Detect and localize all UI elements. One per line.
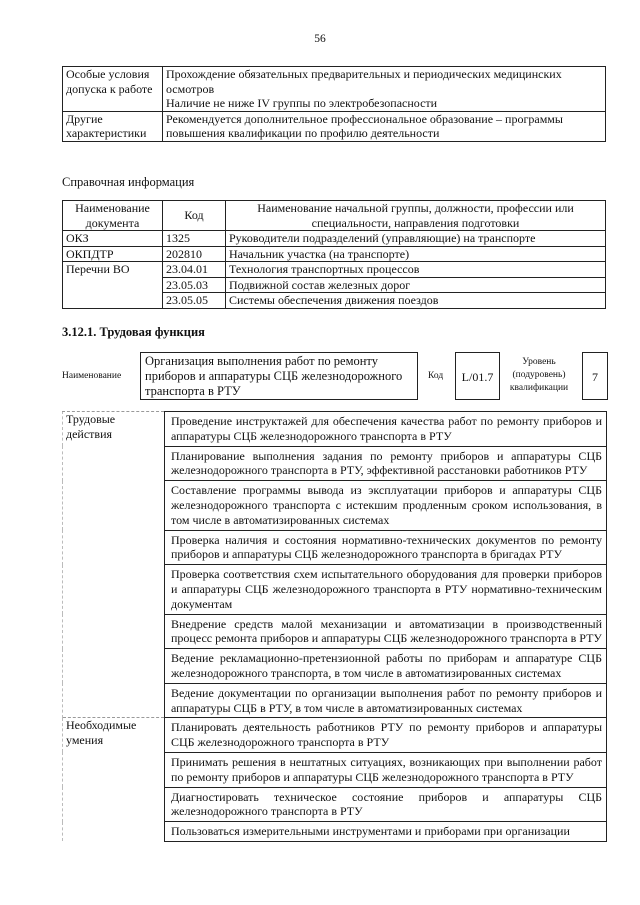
skill-text: Диагностировать техническое состояние приборов и аппаратуры СЦБ железнодорожного транспорта в РТУ [171, 789, 602, 819]
table-header-row [63, 201, 606, 231]
labor-action-text: Проведение инструктажей для обеспечения качества работ по ремонту приборов и аппаратуры СЦБ железнодорожного транспорта в РТУ [171, 414, 602, 443]
table-row [63, 293, 606, 309]
table-cell: Начальник участка (на транспорте) [226, 246, 606, 262]
labor-action-item [165, 683, 607, 718]
function-level-label: Уровень (подуровень) квалификации [509, 357, 569, 393]
labor-action-text: Составление программы вывода из эксплуатации приборов и аппаратуры СЦБ железнодорожного транспорта с истекшим продленным сроком использования, в том числе в автоматизированных системах [171, 483, 602, 527]
table-row [63, 277, 606, 293]
row-value-line: Рекомендуется дополнительное профессиональное образование – программы повышения квалификации по профилю деятельности [166, 111, 563, 140]
row-value [163, 67, 606, 112]
row-value-line: Наличие не ниже IV группы по электробезопасности [166, 96, 438, 110]
labor-actions-label: Трудовые действия [63, 412, 165, 718]
skill-text: Принимать решения в нештатных ситуациях, возникающих при выполнении работ по ремонту приборов и аппаратуры СЦБ железнодорожного транспорта в РТУ [171, 754, 602, 784]
table-cell: ОКЗ [63, 231, 163, 247]
labor-action-item [165, 530, 607, 565]
reference-table [62, 200, 606, 309]
table-row [63, 262, 606, 278]
table-cell: 202810 [163, 246, 226, 262]
column-header: Наименование документа [63, 201, 163, 231]
labor-action-item [165, 649, 607, 684]
table-cell: Перечни ВО [63, 262, 163, 278]
function-code-label: Код [428, 371, 444, 381]
table-row [63, 246, 606, 262]
skills-label: Необходимые умения [63, 718, 165, 842]
skill-item [165, 718, 607, 753]
function-name: Организация выполнения работ по ремонту приборов и аппаратуры СЦБ железнодорожного транспорта в РТУ [140, 352, 418, 400]
labor-action-text: Ведение документации по организации выполнения работ по ремонту приборов и аппаратуры СЦБ в РТУ, в том числе в автоматизированных системах [171, 685, 602, 715]
skill-item [165, 752, 607, 787]
table-row [63, 412, 607, 447]
column-header: Код [163, 201, 226, 231]
skill-text: Планировать деятельность работников РТУ по ремонту приборов и аппаратуры СЦБ железнодорожного транспорта в РТУ [171, 720, 602, 750]
function-level: 7 [582, 352, 608, 400]
requirements-table [62, 66, 606, 142]
table-cell [63, 277, 163, 293]
labor-action-text: Внедрение средств малой механизации и автоматизации в производственный процесс ремонта приборов и аппаратуры СЦБ железнодорожного транспорта в РТУ [171, 616, 602, 646]
table-cell: 23.04.01 [163, 262, 226, 278]
table-cell: Технология транспортных процессов [226, 262, 606, 278]
labor-action-text: Проверка соответствия схем испытательного оборудования для проверки приборов и аппаратуры СЦБ железнодорожного транспорта в РТУ нормативно-техническим документам [171, 567, 602, 611]
function-table [62, 411, 607, 842]
labor-action-text: Проверка наличия и состояния нормативно-технических документов по ремонту приборов и аппаратуры СЦБ железнодорожного транспорта в бригадах РТУ [171, 532, 602, 562]
function-name-label: Наименование [62, 371, 122, 381]
labor-action-item [165, 614, 607, 649]
row-value [163, 111, 606, 141]
row-label: Другие характеристики [63, 111, 163, 141]
labor-action-item [165, 565, 607, 614]
skill-text: Пользоваться измерительными инструментами и приборами при организации [171, 824, 570, 839]
table-cell [63, 293, 163, 309]
table-cell: Системы обеспечения движения поездов [226, 293, 606, 309]
table-cell: Руководители подразделений (управляющие) на транспорте [226, 231, 606, 247]
labor-action-text: Планирование выполнения задания по ремонту приборов и аппаратуры СЦБ железнодорожного транспорта в РТУ, эффективной расстановки работников РТУ [171, 448, 602, 478]
table-cell: 23.05.03 [163, 277, 226, 293]
table-row [63, 231, 606, 247]
skill-item [165, 822, 607, 842]
table-cell: 23.05.05 [163, 293, 226, 309]
table-row [63, 67, 606, 112]
table-row [63, 111, 606, 141]
function-code: L/01.7 [455, 352, 500, 400]
row-label: Особые условия допуска к работе [63, 67, 163, 112]
labor-action-text: Ведение рекламационно-претензионной работы по приборам и аппаратуре СЦБ железнодорожного транспорта, в том числе в автоматизированных системах [171, 651, 602, 680]
labor-action-item [165, 412, 607, 447]
labor-action-item [165, 481, 607, 530]
column-header: Наименование начальной группы, должности, профессии или специальности, направления подготовки [226, 201, 606, 231]
table-cell: ОКПДТР [63, 246, 163, 262]
skill-item [165, 787, 607, 822]
row-value-line: Прохождение обязательных предварительных и периодических медицинских осмотров [166, 67, 562, 96]
table-cell: Подвижной состав железных дорог [226, 277, 606, 293]
labor-action-item [165, 446, 607, 481]
function-heading: 3.12.1. Трудовая функция [62, 325, 205, 339]
page-number: 56 [314, 33, 326, 45]
table-row [63, 718, 607, 753]
reference-title: Справочная информация [62, 175, 195, 189]
table-cell: 1325 [163, 231, 226, 247]
